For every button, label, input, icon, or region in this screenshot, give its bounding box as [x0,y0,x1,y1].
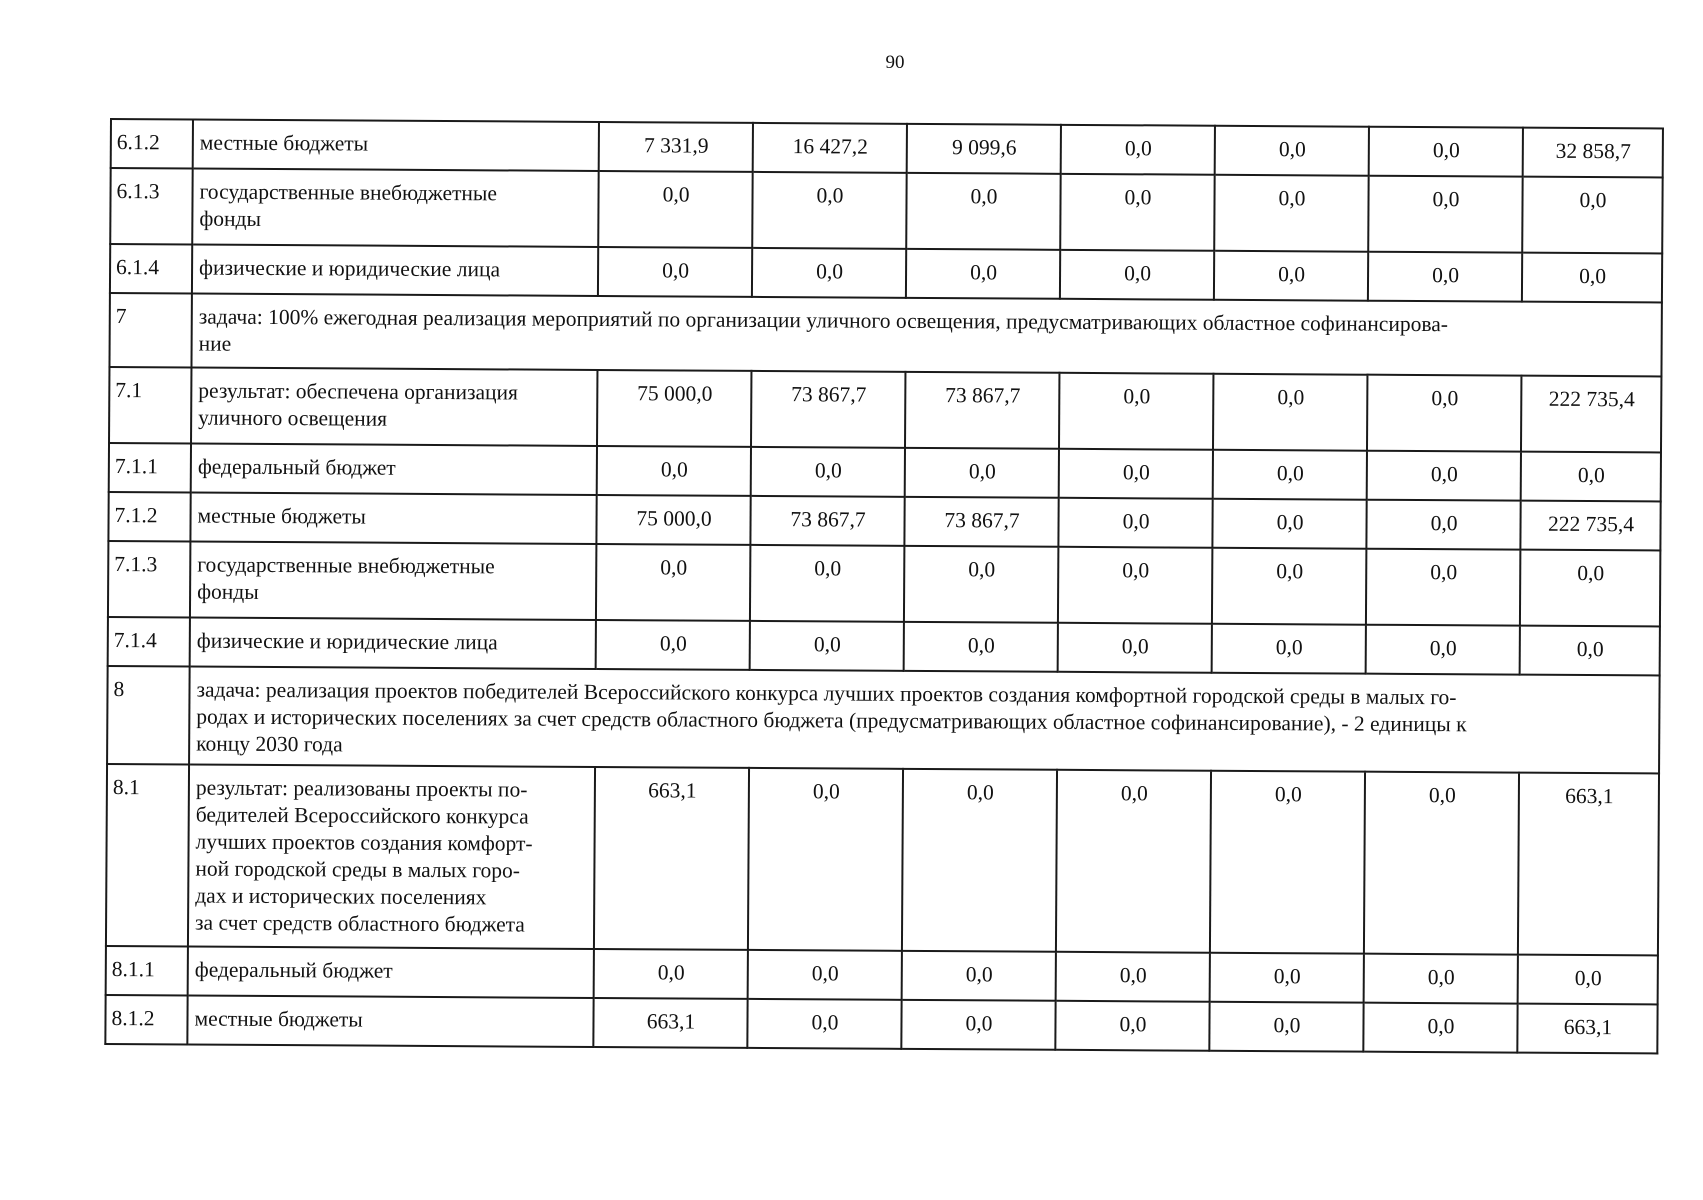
row-code: 8.1.1 [106,946,188,996]
row-value: 0,0 [1368,252,1522,302]
budget-table [104,118,1664,1054]
row-value: 75 000,0 [597,370,751,447]
row-value: 0,0 [904,546,1058,623]
row-name [192,245,598,296]
row-name-line: местные бюджеты [194,1006,363,1032]
row-value: 0,0 [598,247,752,297]
row-code: 6.1.4 [110,244,192,294]
row-value: 0,0 [901,1000,1055,1050]
row-value: 0,0 [1060,250,1214,300]
row-value: 0,0 [1366,549,1520,626]
row-value: 0,0 [1215,126,1369,176]
row-name [191,368,597,446]
row-code: 6.1.3 [110,168,192,244]
row-name-line: ной городской среды в малых горо- [195,856,521,883]
row-value: 0,0 [598,171,752,248]
row-value: 0,0 [1210,953,1364,1003]
row-name [188,946,594,997]
row-code: 8 [107,666,190,764]
row-value: 0,0 [1059,373,1213,450]
task-text-line: концу 2030 года [196,731,343,757]
row-name-line: физические и юридические лица [199,255,501,282]
row-value: 75 000,0 [596,495,750,545]
row-name [191,444,597,495]
row-value: 0,0 [596,544,750,621]
row-name-line: физические и юридические лица [196,628,498,655]
row-total: 0,0 [1522,177,1662,254]
row-name-line: результат: обеспечена организация [198,378,519,405]
row-name-line: фонды [197,579,259,604]
row-name-line: фонды [199,206,262,231]
row-total: 663,1 [1517,1004,1657,1054]
row-value: 0,0 [906,173,1060,250]
row-code: 7.1.4 [108,617,190,666]
row-name-line: за счет средств областного бюджета [195,910,525,937]
row-total: 0,0 [1518,955,1658,1005]
task-text-line: ние [198,331,232,356]
row-value: 0,0 [1056,770,1211,953]
page-number: 90 [885,52,905,73]
row-value: 0,0 [1060,174,1214,251]
row-value: 663,1 [594,767,749,950]
row-value: 0,0 [1213,374,1367,451]
row-value: 0,0 [1368,176,1522,253]
table-row [110,168,1662,253]
row-value: 9 099,6 [907,124,1061,174]
row-code: 8.1 [106,764,189,946]
task-row [107,666,1660,773]
row-value: 0,0 [905,448,1059,498]
row-value: 0,0 [597,446,751,496]
row-value: 0,0 [596,620,750,670]
row-name [188,764,595,948]
row-value: 73 867,7 [905,372,1059,449]
row-value: 0,0 [1209,1002,1363,1052]
row-value: 0,0 [748,768,903,951]
task-text-line: задача: реализация проектов победителей Всероссийского конкурса лучших проектов создания комфортной городской среды в малых го- [196,677,1457,710]
row-value: 0,0 [1367,375,1521,452]
row-value: 0,0 [1369,127,1523,177]
row-value: 0,0 [906,249,1060,299]
row-code: 7.1 [109,367,191,443]
row-value: 0,0 [1210,771,1365,954]
row-name-line: местные бюджеты [197,503,366,529]
row-total: 0,0 [1520,626,1660,676]
table-row [106,764,1659,955]
row-name [187,995,593,1046]
row-value: 73 867,7 [751,371,905,448]
row-value: 0,0 [748,950,902,1000]
row-name [190,617,596,668]
row-name-line: федеральный бюджет [197,454,396,480]
table-row [109,367,1661,452]
row-name [192,169,598,247]
row-code: 8.1.2 [105,995,187,1045]
row-value: 0,0 [751,447,905,497]
row-name-line: лучших проектов создания комфорт- [195,829,533,856]
row-name-line: государственные внебюджетные [197,552,495,579]
row-value: 7 331,9 [599,122,753,172]
row-value: 0,0 [1214,175,1368,252]
row-value: 0,0 [1056,952,1210,1002]
row-value: 0,0 [1212,548,1366,625]
row-value: 0,0 [904,622,1058,672]
row-name [190,541,596,619]
row-total: 663,1 [1518,773,1659,956]
row-name-line: местные бюджеты [199,130,369,156]
task-text-line: задача: 100% ежегодная реализация мероприятий по организации уличного освещения, предусматривающих областное софинансирова- [198,304,1449,337]
row-name-line: государственные внебюджетные [199,179,498,206]
table-row [108,541,1660,626]
row-value: 0,0 [1214,251,1368,301]
row-value: 0,0 [1366,625,1520,675]
row-value: 0,0 [902,951,1056,1001]
row-value: 0,0 [1364,772,1519,955]
row-name-line: дах и исторических поселениях [195,883,487,910]
row-value: 0,0 [750,621,904,671]
row-name [190,493,596,544]
row-total: 222 735,4 [1521,376,1661,453]
row-name-line: бедителей Всероссийского конкурса [195,802,529,829]
row-value: 0,0 [902,769,1057,952]
row-value: 663,1 [593,998,747,1048]
task-row [109,293,1661,376]
row-value: 0,0 [1213,450,1367,500]
row-name [193,120,599,171]
row-name-line: федеральный бюджет [194,957,393,983]
row-value: 0,0 [752,248,906,298]
row-value: 0,0 [752,172,906,249]
row-total: 0,0 [1522,253,1662,303]
row-code: 6.1.2 [111,119,193,169]
row-value: 0,0 [747,999,901,1049]
row-value: 0,0 [1058,498,1212,548]
row-value: 0,0 [1212,624,1366,674]
row-value: 0,0 [1366,500,1520,550]
row-value: 0,0 [750,545,904,622]
task-text [189,666,1660,773]
row-value: 0,0 [1061,125,1215,175]
row-value: 0,0 [1212,499,1366,549]
row-value: 0,0 [1058,547,1212,624]
row-total: 0,0 [1521,452,1661,502]
row-value: 0,0 [1059,449,1213,499]
row-value: 16 427,2 [753,123,907,173]
row-value: 0,0 [1364,954,1518,1004]
row-value: 73 867,7 [904,497,1058,547]
row-name-line: уличного освещения [198,405,388,431]
row-code: 7.1.3 [108,541,190,617]
row-code: 7.1.1 [109,443,191,493]
table-row [105,995,1657,1053]
row-total: 32 858,7 [1523,128,1663,178]
row-name-line: результат: реализованы проекты по- [195,775,528,802]
row-code: 7 [109,293,191,367]
task-text-line: родах и исторических поселениях за счет средств областного бюджета (предусматривающих областное софинансирование), - 2 единицы к [196,704,1467,737]
row-value: 0,0 [1055,1001,1209,1051]
row-value: 0,0 [1058,623,1212,673]
row-value: 0,0 [594,949,748,999]
row-code: 7.1.2 [108,492,190,542]
row-total: 222 735,4 [1520,501,1660,551]
row-value: 0,0 [1363,1003,1517,1053]
row-value: 0,0 [1367,451,1521,501]
task-text [191,294,1661,377]
row-total: 0,0 [1520,550,1660,627]
row-value: 73 867,7 [750,496,904,546]
